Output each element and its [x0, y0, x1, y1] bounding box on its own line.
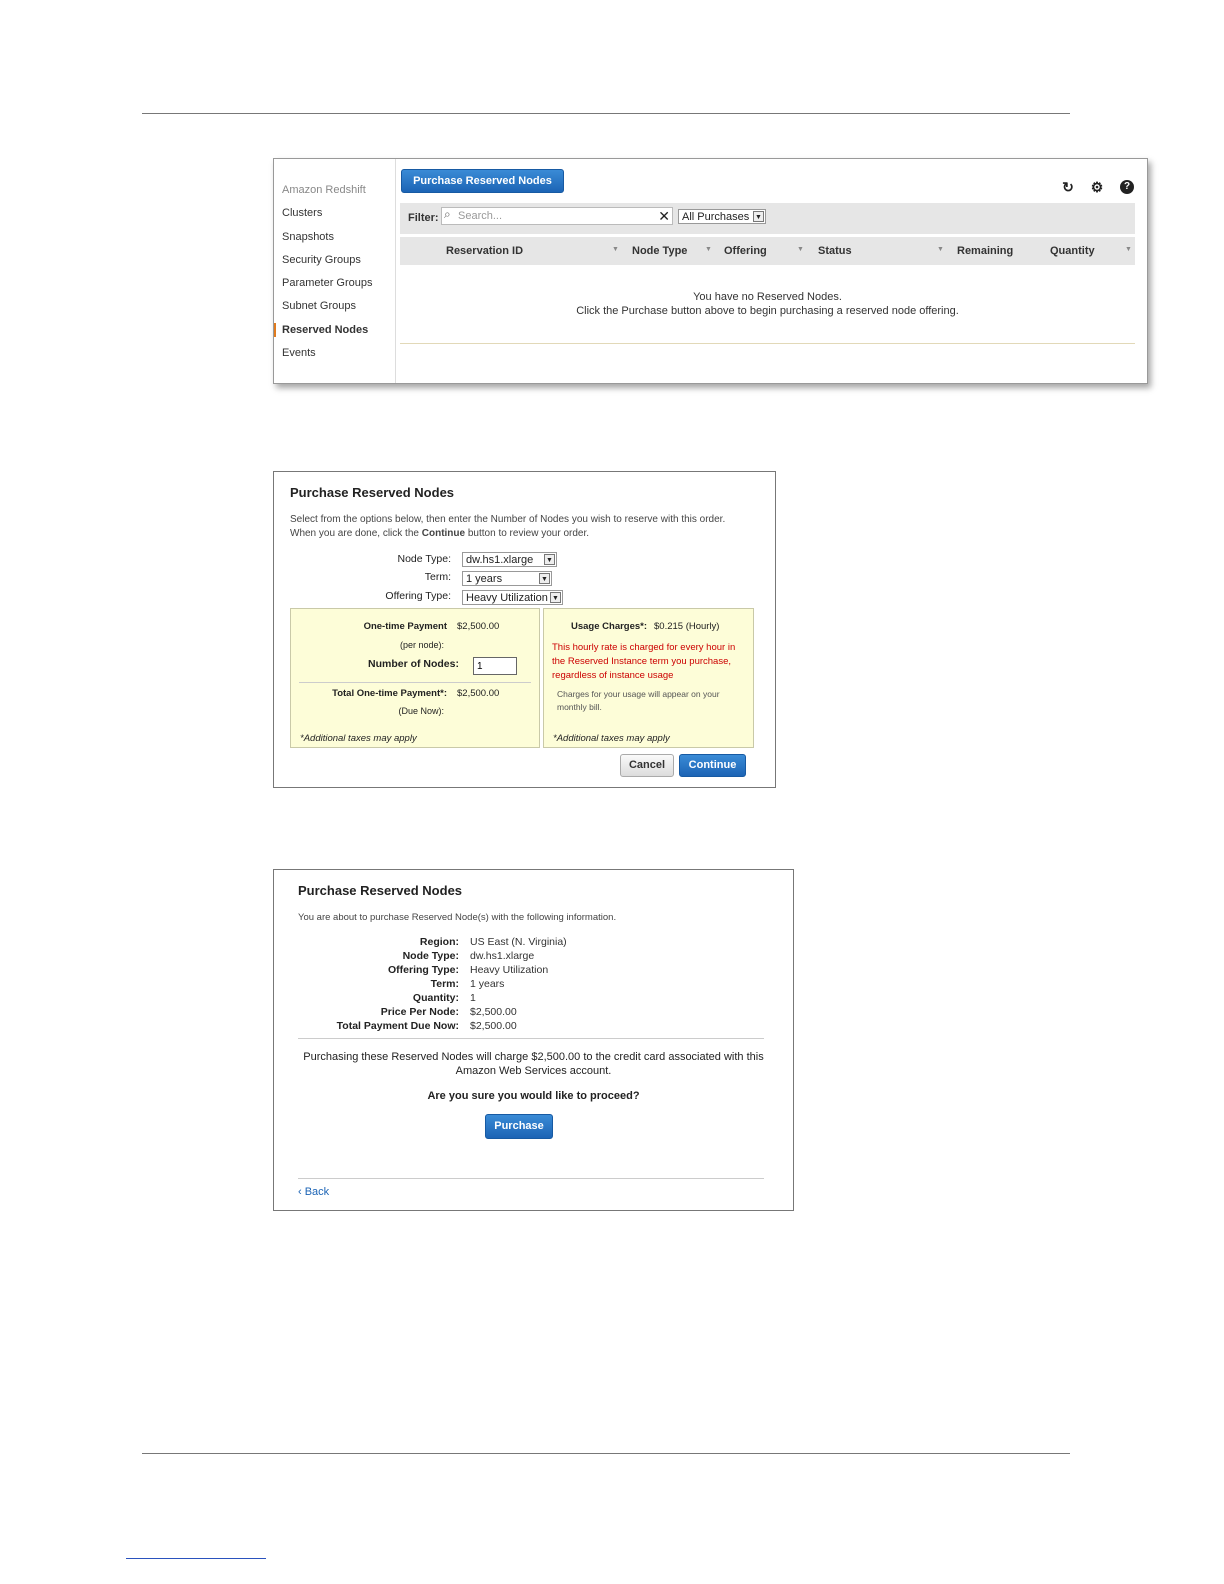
- per-node-label: (per node):: [399, 640, 444, 650]
- usage-warning-line2: the Reserved Instance term you purchase,: [552, 656, 732, 667]
- one-time-payment-value: $2,500.00: [457, 621, 500, 632]
- column-remaining[interactable]: Remaining: [957, 245, 1014, 257]
- purchase-dialog: [273, 471, 776, 788]
- sort-arrow-icon[interactable]: ▼: [705, 246, 712, 253]
- node-type-label: Node Type:: [397, 553, 451, 565]
- search-input[interactable]: [458, 210, 648, 222]
- dialog-intro-line2: [290, 528, 589, 539]
- sort-arrow-icon[interactable]: ▼: [797, 246, 804, 253]
- price-per-node-label: Price Per Node:: [380, 1006, 459, 1018]
- sidebar-item-events[interactable]: Events: [282, 347, 316, 359]
- intro-text-end: button to review your order.: [465, 528, 590, 539]
- column-reservation-id[interactable]: Reservation ID: [446, 245, 524, 257]
- chevron-down-icon: ▼: [753, 211, 764, 222]
- purchase-confirmation: [273, 869, 794, 1211]
- offering-type-value: Heavy Utilization: [466, 592, 548, 604]
- sidebar-item-snapshots[interactable]: Snapshots: [282, 231, 334, 243]
- offering-type-select[interactable]: [462, 590, 563, 605]
- footer-rule: [142, 1453, 1070, 1454]
- total-due-label: Total Payment Due Now:: [336, 1020, 459, 1032]
- chevron-down-icon: ▼: [539, 573, 550, 584]
- term-value: 1 years: [466, 573, 503, 585]
- term-value: 1 years: [470, 978, 505, 990]
- dialog-intro-line1: Select from the options below, then enter the Number of Nodes you wish to reserve with this order.: [290, 514, 726, 525]
- active-item-marker: [274, 323, 276, 337]
- total-payment-label: Total One-time Payment*:: [332, 688, 447, 699]
- table-header: [400, 237, 1135, 265]
- intro-continue-word: Continue: [421, 528, 466, 539]
- sort-arrow-icon[interactable]: ▼: [937, 246, 944, 253]
- filter-bar: [400, 203, 1135, 234]
- payment-pane: [290, 608, 540, 748]
- back-link[interactable]: ‹ Back: [298, 1186, 330, 1198]
- sidebar-item-reserved-nodes[interactable]: Reserved Nodes: [282, 324, 369, 336]
- proceed-question: Are you sure you would like to proceed?: [427, 1090, 640, 1102]
- purchases-filter-value: All Purchases: [682, 211, 750, 223]
- usage-warning-line3: regardless of instance usage: [552, 670, 674, 681]
- region-label: Region:: [419, 936, 459, 948]
- confirm-intro: You are about to purchase Reserved Node(s) with the following information.: [298, 912, 617, 923]
- confirm-divider: [298, 1038, 764, 1039]
- sidebar-brand: Amazon Redshift: [282, 184, 366, 196]
- total-due-value: $2,500.00: [470, 1020, 517, 1032]
- sort-arrow-icon[interactable]: ▼: [1125, 246, 1132, 253]
- pane-divider: [299, 682, 531, 683]
- sidebar-item-parameter-groups[interactable]: Parameter Groups: [282, 277, 373, 289]
- taxes-note: *Additional taxes may apply: [553, 733, 670, 744]
- node-type-value: dw.hs1.xlarge: [470, 950, 535, 962]
- filter-label: Filter:: [408, 212, 439, 224]
- usage-charges-value: $0.215 (Hourly): [654, 621, 720, 632]
- node-type-select[interactable]: [462, 552, 557, 567]
- quantity-value: 1: [470, 992, 476, 1004]
- sidebar-item-security-groups[interactable]: Security Groups: [282, 254, 361, 266]
- cancel-button[interactable]: Cancel: [620, 754, 674, 777]
- empty-state-hint: Click the Purchase button above to begin purchasing a reserved node offering.: [576, 305, 959, 317]
- bill-note-line1: Charges for your usage will appear on your: [557, 689, 720, 699]
- number-of-nodes-input[interactable]: [473, 657, 517, 675]
- charge-notice-line1: Purchasing these Reserved Nodes will charge $2,500.00 to the credit card associated with this: [303, 1051, 764, 1063]
- number-of-nodes-label: Number of Nodes:: [367, 658, 459, 670]
- dialog-title: Purchase Reserved Nodes: [290, 485, 455, 500]
- usage-warning-line1: This hourly rate is charged for every hour in: [552, 642, 736, 653]
- column-quantity[interactable]: Quantity: [1050, 245, 1095, 257]
- quantity-label: Quantity:: [412, 992, 459, 1004]
- chevron-down-icon: ▼: [544, 554, 555, 565]
- purchase-button[interactable]: Purchase: [485, 1114, 553, 1139]
- gear-icon[interactable]: ⚙: [1090, 179, 1104, 195]
- total-payment-value: $2,500.00: [457, 688, 500, 699]
- one-time-payment-label: One-time Payment: [363, 621, 447, 632]
- purchase-reserved-nodes-button[interactable]: Purchase Reserved Nodes: [401, 169, 564, 193]
- node-type-value: dw.hs1.xlarge: [466, 554, 534, 566]
- intro-text: When you are done, click the: [290, 528, 422, 539]
- footer-link-underline: [126, 1558, 266, 1559]
- node-type-label: Node Type:: [402, 950, 459, 962]
- clear-search-icon[interactable]: ✕: [658, 208, 670, 224]
- sidebar-item-clusters[interactable]: Clusters: [282, 207, 323, 219]
- header-rule: [142, 113, 1070, 114]
- offering-type-label: Offering Type:: [388, 964, 459, 976]
- price-per-node-value: $2,500.00: [470, 1006, 517, 1018]
- column-offering[interactable]: Offering: [724, 245, 767, 257]
- column-status[interactable]: Status: [818, 245, 852, 257]
- term-select[interactable]: [462, 571, 552, 586]
- sidebar-nav: [274, 159, 396, 383]
- usage-pane: [543, 608, 754, 748]
- purchases-filter-dropdown[interactable]: [678, 209, 766, 224]
- sidebar-item-subnet-groups[interactable]: Subnet Groups: [282, 300, 356, 312]
- confirm-title: Purchase Reserved Nodes: [298, 883, 463, 898]
- region-value: US East (N. Virginia): [470, 936, 567, 948]
- due-now-label: (Due Now):: [398, 706, 444, 716]
- bill-note-line2: monthly bill.: [557, 702, 602, 712]
- search-icon: ⌕: [444, 207, 451, 221]
- offering-type-label: Offering Type:: [385, 590, 451, 602]
- empty-state-title: You have no Reserved Nodes.: [693, 291, 842, 303]
- table-bottom-border: [400, 343, 1135, 344]
- offering-type-value: Heavy Utilization: [470, 964, 549, 976]
- term-label: Term:: [424, 571, 451, 583]
- search-box: [441, 207, 673, 225]
- help-icon[interactable]: ?: [1120, 180, 1134, 194]
- column-node-type[interactable]: Node Type: [632, 245, 688, 257]
- sort-arrow-icon[interactable]: ▼: [612, 246, 619, 253]
- reserved-nodes-console: [273, 158, 1148, 384]
- taxes-note: *Additional taxes may apply: [300, 733, 417, 744]
- continue-button[interactable]: Continue: [679, 754, 746, 777]
- footer-divider: [298, 1178, 764, 1179]
- chevron-down-icon: ▼: [550, 592, 561, 603]
- refresh-icon[interactable]: ↻: [1062, 179, 1074, 195]
- usage-charges-label: Usage Charges*:: [571, 621, 648, 632]
- term-label: Term:: [430, 978, 459, 990]
- charge-notice-line2: Amazon Web Services account.: [455, 1065, 612, 1077]
